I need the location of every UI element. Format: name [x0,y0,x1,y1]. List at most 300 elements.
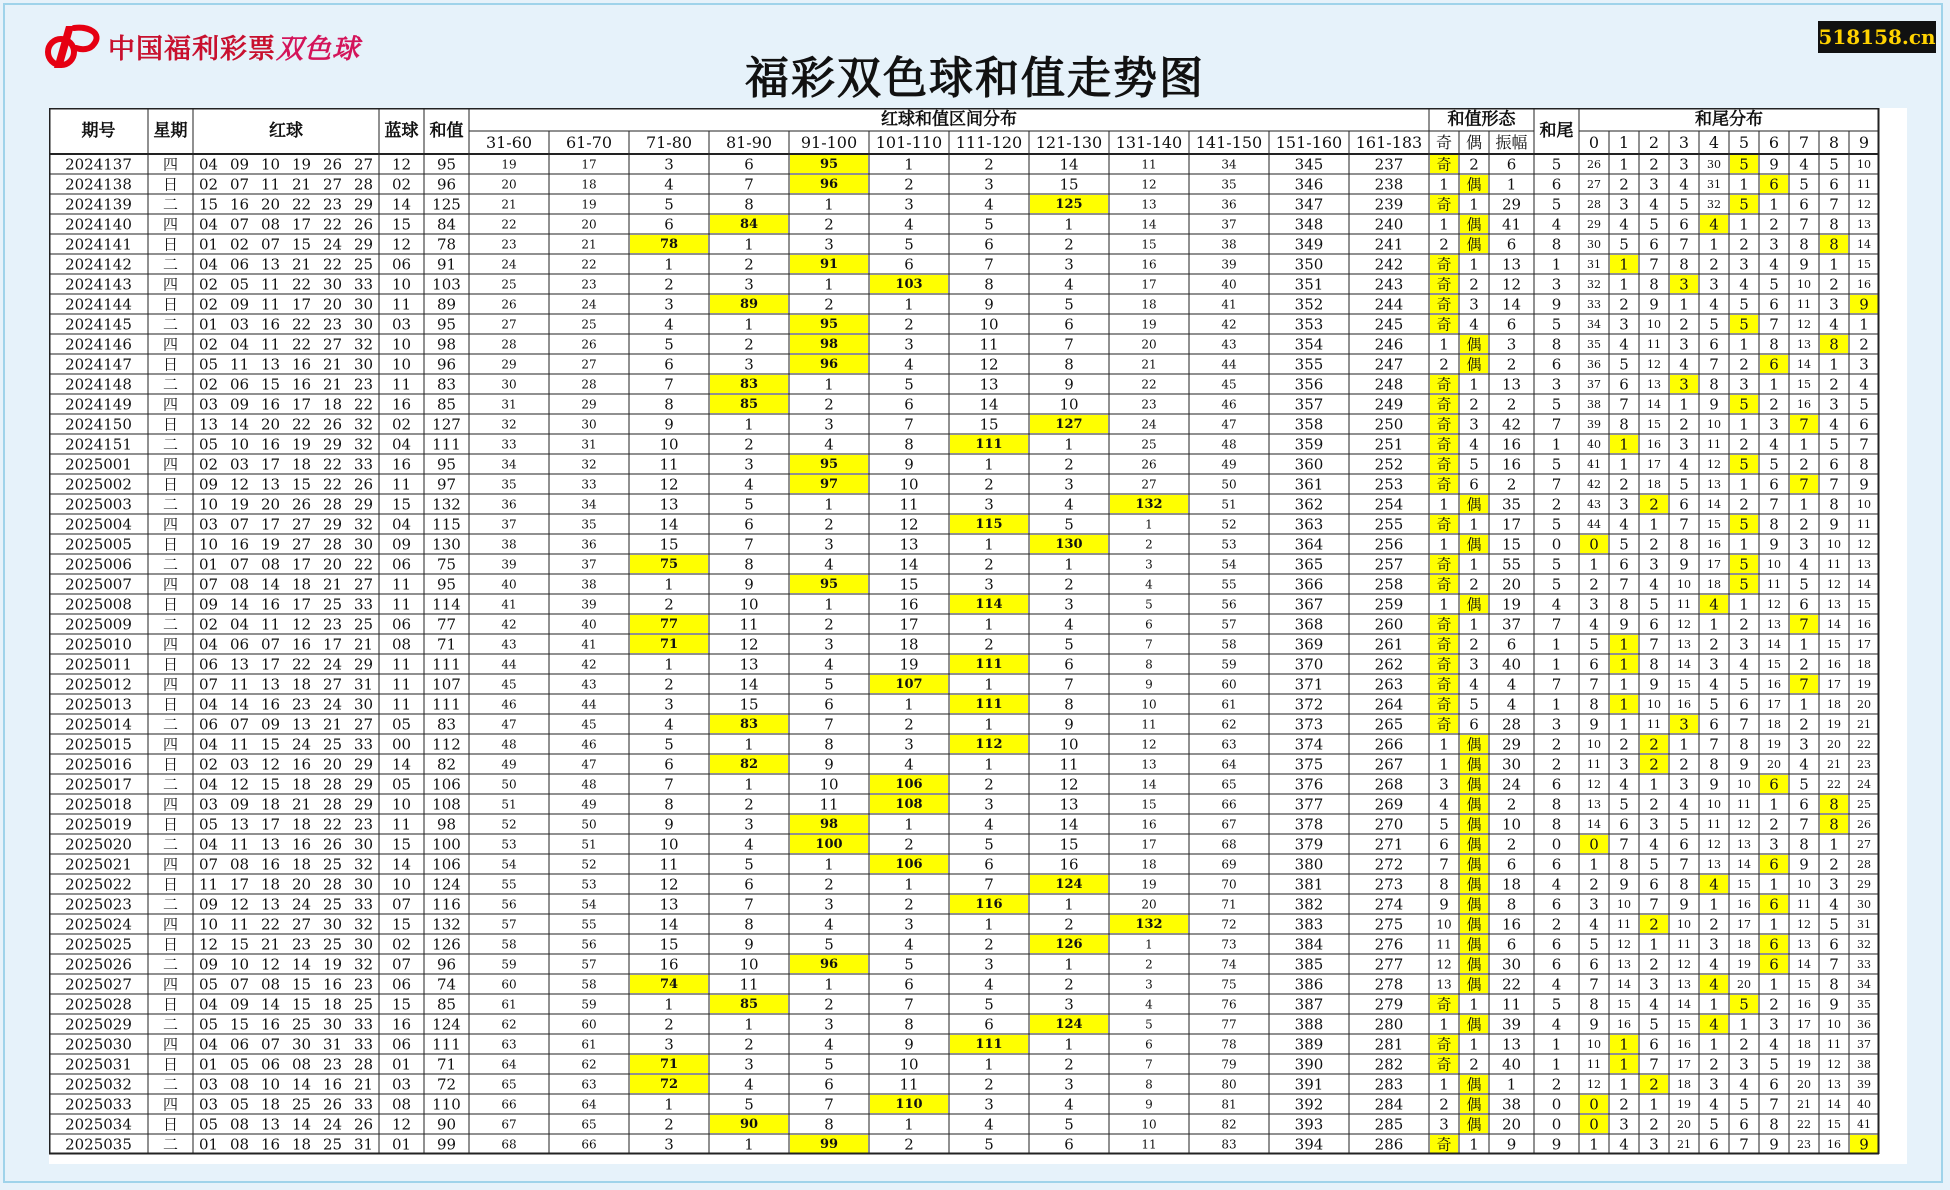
red-ball-cell: 25 [322,735,343,754]
weekday-cell: 四 [162,635,179,654]
tail-miss-count: 2 [1649,795,1659,814]
range-hit-value: 130 [1055,537,1083,552]
even-hit: 偶 [1466,955,1482,974]
tail-hit-value: 6 [1769,895,1779,914]
red-ball-cell: 05 [229,1095,250,1114]
red-ball-cell: 15 [198,195,219,214]
tail-miss-count: 9 [1649,675,1659,694]
tail-miss-count: 11 [1857,178,1871,191]
red-ball-cell: 25 [322,855,343,874]
tail-miss-count: 19 [1797,1058,1811,1071]
red-ball-cell: 11 [229,675,250,694]
weekday-cell: 二 [162,775,179,794]
amplitude-cell: 9 [1506,1135,1517,1154]
tail-hit-value: 1 [1619,255,1629,274]
range-miss-count: 6 [1064,1135,1074,1154]
range-miss-count: 5 [1145,1017,1153,1032]
weekday-cell: 二 [162,615,179,634]
range-miss-count: 60 [501,977,517,992]
range-miss-count: 8 [984,275,994,294]
red-ball-cell: 22 [260,915,281,934]
range-miss-count: 9 [664,815,674,834]
tail-miss-count: 21 [1677,1138,1691,1151]
range-miss-count: 8 [744,915,754,934]
range-miss-count: 256 [1374,535,1404,554]
tail-miss-count: 7 [1859,435,1869,454]
tail-miss-count: 10 [1827,538,1841,551]
odd-hit: 奇 [1436,395,1452,414]
issue-cell: 2025014 [65,715,132,734]
amplitude-cell: 37 [1501,615,1522,634]
issue-cell: 2025028 [65,995,132,1014]
range-miss-count: 265 [1374,715,1404,734]
table-row [65,355,1869,374]
tail-miss-count: 6 [1619,375,1629,394]
range-miss-count: 359 [1294,435,1324,454]
tail-miss-count: 10 [1677,918,1691,931]
range-miss-count: 56 [581,937,597,952]
tail-miss-count: 5 [1769,1055,1779,1074]
range-miss-count: 373 [1294,715,1324,734]
red-ball-cell: 13 [229,655,250,674]
tail-miss-count: 4 [1859,375,1869,394]
tail-miss-count: 1 [1709,995,1719,1014]
odd-miss-count: 1 [1439,335,1449,354]
range-miss-count: 254 [1374,495,1404,514]
tail-miss-count: 41 [1587,458,1601,471]
red-ball-cell: 13 [260,895,281,914]
tail-miss-count: 2 [1679,755,1689,774]
red-ball-cell: 14 [291,1075,312,1094]
tail-miss-count: 15 [1857,598,1871,611]
issue-cell: 2024137 [65,155,132,174]
tail-miss-count: 33 [1587,298,1601,311]
tail-miss-count: 17 [1827,678,1841,691]
tail-miss-count: 12 [1707,838,1721,851]
range-miss-count: 18 [1141,297,1157,312]
even-hit: 偶 [1466,495,1482,514]
red-ball-cell: 04 [198,775,219,794]
tail-miss-count: 40 [1587,438,1601,451]
red-ball-cell: 09 [229,155,250,174]
tail-cell: 5 [1551,195,1562,214]
tail-miss-count: 18 [1647,478,1661,491]
tail-miss-count: 2 [1649,535,1659,554]
tail-miss-count: 4 [1589,915,1599,934]
tail-miss-count: 10 [1767,558,1781,571]
tail-miss-count: 17 [1737,918,1751,931]
range-miss-count: 353 [1294,315,1324,334]
range-miss-count: 11 [659,855,679,874]
red-ball-cell: 31 [353,675,374,694]
tail-miss-count: 9 [1829,515,1839,534]
tail-miss-count: 6 [1589,955,1599,974]
range-miss-count: 1 [1064,555,1074,574]
red-ball-cell: 30 [353,835,374,854]
tail-miss-count: 3 [1649,555,1659,574]
range-hit-value: 82 [739,757,759,772]
tail-miss-count: 7 [1589,975,1599,994]
tail-miss-count: 4 [1739,275,1749,294]
range-miss-count: 280 [1374,1015,1404,1034]
issue-cell: 2025023 [65,895,132,914]
amplitude-cell: 13 [1501,375,1522,394]
table-row [65,635,1871,654]
range-miss-count: 10 [1141,1117,1157,1132]
tail-miss-count: 4 [1679,795,1689,814]
header-even: 偶 [1465,133,1483,152]
red-ball-cell: 05 [198,1115,219,1134]
red-ball-cell: 23 [291,935,312,954]
amplitude-cell: 16 [1501,915,1522,934]
red-ball-cell: 13 [291,715,312,734]
red-ball-cell: 22 [291,415,312,434]
issue-cell: 2025016 [65,755,132,774]
tail-miss-count: 1 [1649,515,1659,534]
tail-hit-value: 4 [1709,1015,1719,1034]
tail-miss-count: 11 [1737,798,1751,811]
red-ball-cell: 13 [260,355,281,374]
red-ball-cell: 09 [260,715,281,734]
table-row [65,235,1871,254]
tail-miss-count: 5 [1589,935,1599,954]
table-row [65,1055,1871,1074]
range-miss-count: 5 [984,835,994,854]
sum-cell: 127 [432,415,461,434]
range-miss-count: 247 [1374,355,1404,374]
red-ball-cell: 26 [322,1095,343,1114]
range-miss-count: 9 [744,575,754,594]
tail-cell: 9 [1551,1135,1562,1154]
issue-cell: 2024146 [65,335,132,354]
sum-cell: 112 [432,735,461,754]
tail-miss-count: 1 [1829,835,1839,854]
red-ball-cell: 01 [198,1055,219,1074]
amplitude-cell: 19 [1501,595,1522,614]
amplitude-cell: 14 [1501,295,1522,314]
odd-miss-count: 2 [1439,1095,1449,1114]
tail-miss-count: 4 [1799,755,1809,774]
red-ball-cell: 22 [291,195,312,214]
tail-miss-count: 2 [1739,1035,1749,1054]
table-row [65,315,1869,334]
table-row [65,1135,1878,1154]
range-miss-count: 1 [904,875,914,894]
amplitude-cell: 13 [1501,1035,1522,1054]
tail-miss-count: 43 [1587,498,1601,511]
red-ball-cell: 30 [353,535,374,554]
sum-cell: 95 [436,315,457,334]
red-ball-cell: 26 [353,475,374,494]
weekday-cell: 二 [162,1135,179,1154]
even-miss-count: 1 [1469,375,1479,394]
even-miss-count: 1 [1469,1035,1479,1054]
range-hit-value: 106 [895,857,923,872]
range-miss-count: 9 [824,755,834,774]
range-miss-count: 1 [744,315,754,334]
weekday-cell: 四 [162,395,179,414]
red-ball-cell: 30 [322,275,343,294]
tail-miss-count: 13 [1707,858,1721,871]
range-miss-count: 47 [1221,417,1237,432]
range-miss-count: 53 [581,877,597,892]
odd-miss-count: 3 [1439,1115,1449,1134]
table-row [65,915,1871,934]
tail-miss-count: 16 [1677,1038,1691,1051]
red-ball-cell: 16 [291,835,312,854]
sum-cell: 111 [432,435,461,454]
tail-miss-count: 5 [1619,355,1629,374]
range-miss-count: 270 [1374,815,1404,834]
even-miss-count: 3 [1469,655,1479,674]
tail-miss-count: 19 [1857,678,1871,691]
range-miss-count: 51 [501,797,517,812]
red-ball-cell: 27 [291,915,312,934]
tail-miss-count: 5 [1679,475,1689,494]
range-miss-count: 3 [744,455,754,474]
range-miss-count: 6 [1064,655,1074,674]
even-hit: 偶 [1466,755,1482,774]
issue-cell: 2025012 [65,675,132,694]
tail-hit-value: 6 [1769,935,1779,954]
range-miss-count: 15 [1141,237,1157,252]
red-ball-cell: 03 [198,1095,219,1114]
tail-miss-count: 20 [1677,1118,1691,1131]
red-ball-cell: 21 [291,255,312,274]
header-amplitude: 振幅 [1495,133,1528,152]
trend-table [49,108,1907,1164]
range-miss-count: 49 [1221,457,1237,472]
range-miss-count: 64 [501,1057,517,1072]
range-miss-count: 286 [1374,1135,1404,1154]
issue-cell: 2025025 [65,935,132,954]
tail-miss-count: 10 [1647,318,1661,331]
range-hit-value: 74 [659,977,679,992]
sum-cell: 126 [432,935,461,954]
tail-cell: 7 [1551,675,1562,694]
range-miss-count: 14 [1059,155,1079,174]
tail-hit-value: 8 [1829,815,1839,834]
tail-miss-count: 6 [1829,455,1839,474]
range-miss-count: 2 [904,175,914,194]
amplitude-cell: 28 [1501,715,1522,734]
range-miss-count: 12 [1141,177,1157,192]
issue-cell: 2025021 [65,855,132,874]
range-miss-count: 237 [1374,155,1404,174]
tail-miss-count: 23 [1797,1138,1811,1151]
blue-ball-cell: 03 [391,315,412,334]
tail-miss-count: 4 [1739,1075,1749,1094]
red-ball-cell: 07 [229,175,250,194]
red-ball-cell: 17 [260,455,281,474]
range-miss-count: 2 [824,995,834,1014]
tail-miss-count: 5 [1709,315,1719,334]
blue-ball-cell: 11 [391,655,412,674]
range-miss-count: 3 [744,275,754,294]
red-ball-cell: 09 [229,295,250,314]
range-miss-count: 17 [1141,837,1157,852]
tail-cell: 3 [1551,375,1562,394]
tail-cell: 1 [1551,695,1562,714]
tail-miss-count: 13 [1647,378,1661,391]
red-ball-cell: 30 [322,1015,343,1034]
header-issue: 期号 [81,121,116,141]
weekday-cell: 二 [162,835,179,854]
red-ball-cell: 11 [260,175,281,194]
tail-cell: 5 [1551,575,1562,594]
tail-hit-value: 1 [1619,1035,1629,1054]
tail-miss-count: 8 [1709,755,1719,774]
header-red: 红球 [269,121,303,141]
tail-miss-count: 1 [1859,315,1869,334]
range-miss-count: 370 [1294,655,1324,674]
tail-cell: 3 [1551,275,1562,294]
tail-miss-count: 10 [1737,778,1751,791]
blue-ball-cell: 12 [391,155,412,174]
tail-miss-count: 2 [1769,815,1779,834]
even-hit: 偶 [1466,835,1482,854]
header-range: 161-183 [1355,133,1423,152]
red-ball-cell: 28 [353,175,374,194]
header-digit: 2 [1648,133,1660,152]
blue-ball-cell: 08 [391,1095,412,1114]
red-ball-cell: 16 [229,195,250,214]
red-ball-cell: 08 [260,215,281,234]
tail-miss-count: 1 [1619,155,1629,174]
range-miss-count: 4 [904,355,914,374]
amplitude-cell: 17 [1501,515,1522,534]
range-miss-count: 12 [659,875,679,894]
red-ball-cell: 15 [260,735,281,754]
range-miss-count: 24 [581,297,597,312]
tail-miss-count: 2 [1739,495,1749,514]
header-blue: 蓝球 [384,121,419,141]
tail-miss-count: 1 [1649,775,1659,794]
red-ball-cell: 11 [198,875,219,894]
tail-hit-value: 3 [1679,275,1689,294]
red-ball-cell: 08 [229,575,250,594]
tail-cell: 5 [1551,155,1562,174]
issue-cell: 2025033 [65,1095,132,1114]
red-ball-cell: 06 [229,1035,250,1054]
tail-miss-count: 3 [1649,815,1659,834]
range-miss-count: 350 [1294,255,1324,274]
tail-miss-count: 15 [1797,378,1811,391]
range-miss-count: 279 [1374,995,1404,1014]
tail-miss-count: 19 [1677,1098,1691,1111]
tail-miss-count: 2 [1709,915,1719,934]
red-ball-cell: 10 [260,155,281,174]
tail-miss-count: 39 [1587,418,1601,431]
range-miss-count: 3 [904,335,914,354]
red-ball-cell: 22 [322,255,343,274]
range-miss-count: 5 [664,195,674,214]
range-hit-value: 84 [739,217,759,232]
tail-cell: 8 [1551,815,1562,834]
range-miss-count: 4 [1064,275,1074,294]
range-miss-count: 281 [1374,1035,1404,1054]
range-miss-count: 6 [664,215,674,234]
red-ball-cell: 02 [198,455,219,474]
red-ball-cell: 20 [260,415,281,434]
range-miss-count: 43 [581,677,597,692]
tail-miss-count: 8 [1649,655,1659,674]
tail-miss-count: 20 [1737,978,1751,991]
tail-miss-count: 1 [1709,1035,1719,1054]
range-miss-count: 30 [501,377,517,392]
range-miss-count: 240 [1374,215,1404,234]
tail-miss-count: 11 [1707,818,1721,831]
tail-miss-count: 6 [1859,415,1869,434]
site-badge[interactable]: 518158.cn [1818,21,1936,53]
tail-miss-count: 4 [1799,555,1809,574]
tail-miss-count: 5 [1799,775,1809,794]
tail-miss-count: 12 [1677,618,1691,631]
tail-miss-count: 3 [1799,735,1809,754]
weekday-cell: 日 [162,655,179,674]
tail-miss-count: 8 [1769,1115,1779,1134]
tail-miss-count: 5 [1649,215,1659,234]
range-miss-count: 19 [899,655,919,674]
range-miss-count: 4 [824,435,834,454]
weekday-cell: 二 [162,1015,179,1034]
red-ball-cell: 16 [260,595,281,614]
tail-miss-count: 7 [1619,395,1629,414]
red-ball-cell: 10 [260,1075,281,1094]
red-ball-cell: 12 [260,755,281,774]
issue-cell: 2025018 [65,795,132,814]
red-ball-cell: 04 [198,255,219,274]
red-ball-cell: 33 [353,1015,374,1034]
range-miss-count: 255 [1374,515,1404,534]
tail-cell: 2 [1551,755,1562,774]
red-ball-cell: 25 [353,255,374,274]
red-ball-cell: 11 [260,335,281,354]
tail-miss-count: 3 [1769,235,1779,254]
range-miss-count: 2 [744,335,754,354]
even-miss-count: 5 [1469,695,1479,714]
tail-miss-count: 13 [1677,638,1691,651]
tail-miss-count: 2 [1769,395,1779,414]
table-row [65,535,1871,554]
range-miss-count: 6 [984,1015,994,1034]
range-miss-count: 2 [824,615,834,634]
red-ball-cell: 29 [353,655,374,674]
tail-miss-count: 4 [1709,1095,1719,1114]
table-row [65,375,1869,394]
range-miss-count: 1 [744,775,754,794]
header-range: 31-60 [485,133,533,152]
amplitude-cell: 29 [1501,735,1522,754]
range-miss-count: 271 [1374,835,1404,854]
range-hit-value: 106 [895,777,923,792]
table-row [65,575,1871,594]
range-hit-value: 72 [659,1077,679,1092]
range-miss-count: 73 [1221,937,1237,952]
red-ball-cell: 09 [198,955,219,974]
range-miss-count: 381 [1294,875,1324,894]
table-row [65,735,1871,754]
range-miss-count: 28 [501,337,517,352]
range-miss-count: 9 [1064,375,1074,394]
red-ball-cell: 09 [229,995,250,1014]
red-ball-cell: 24 [322,235,343,254]
red-ball-cell: 15 [291,995,312,1014]
blue-ball-cell: 00 [391,735,412,754]
range-miss-count: 55 [501,877,517,892]
range-miss-count: 10 [1141,697,1157,712]
sum-cell: 84 [436,215,457,234]
